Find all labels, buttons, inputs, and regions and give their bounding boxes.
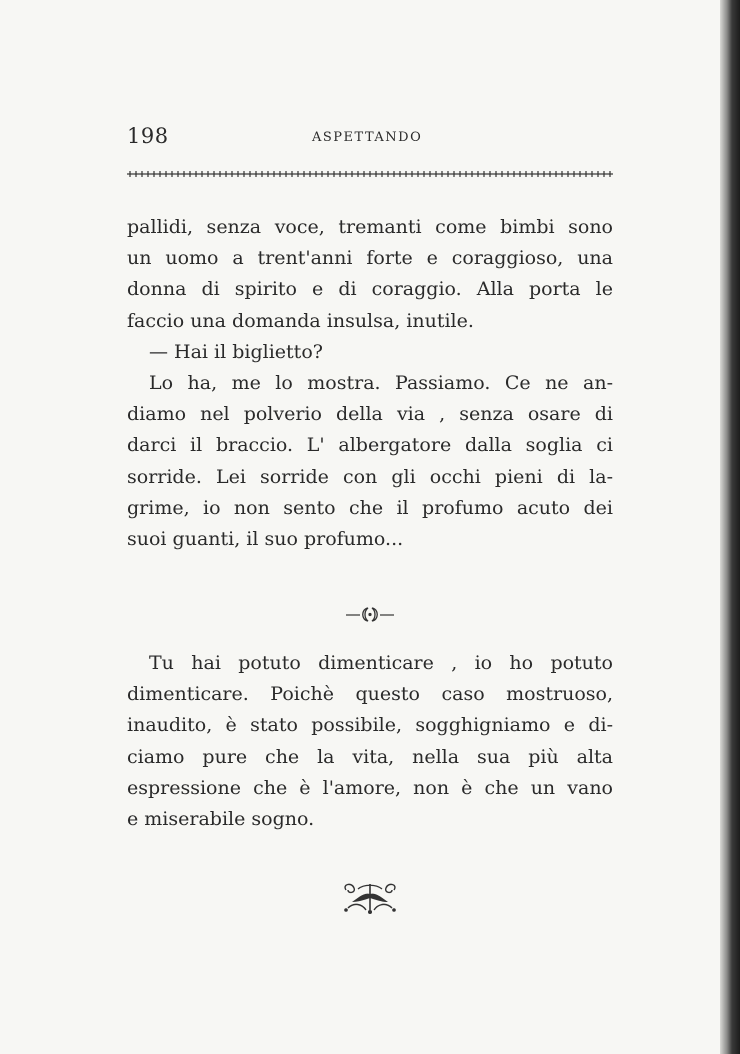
- text-line: donna di spirito e di coraggio. Alla porta le: [127, 278, 613, 301]
- text-line: un uomo a trent'anni forte e coraggioso, una: [127, 247, 613, 270]
- text-line: Tu hai potuto dimenticare , io ho potuto: [149, 652, 613, 674]
- text-line: e miserabile sogno.: [127, 808, 315, 831]
- text-line: faccio una domanda insulsa, inutile.: [127, 309, 474, 332]
- text-line: suoi guanti, il suo profumo...: [127, 528, 404, 551]
- passage-1: [127, 212, 613, 555]
- text-line: ciamo pure che la vita, nella sua più alta: [127, 745, 613, 768]
- dialogue-line: — Hai il biglietto?: [149, 340, 323, 363]
- text-line: inaudito, è stato possibile, sogghigniamo e di-: [127, 714, 613, 737]
- text-line: sorride. Lei sorride con gli occhi pieni di la-: [127, 465, 613, 488]
- text-line: dimenticare. Poichè questo caso mostruoso,: [127, 683, 613, 706]
- text-line: grime, io non sento che il profumo acuto dei: [127, 496, 613, 519]
- text-line: pallidi, senza voce, tremanti come bimbi sono: [127, 216, 613, 238]
- running-title: ASPETTANDO: [312, 130, 423, 145]
- text-line: espressione che è l'amore, non è che un vano: [127, 776, 613, 799]
- page-binding-edge: [720, 0, 740, 1054]
- passage-2: [127, 648, 613, 835]
- ornament-divider-icon: [344, 603, 396, 625]
- decorative-rule-icon: [127, 170, 613, 178]
- running-head: [127, 124, 613, 150]
- text-line: diamo nel polverio della via , senza osare di: [127, 403, 613, 426]
- page-number: 198: [127, 124, 169, 148]
- floral-tailpiece-icon: [338, 880, 402, 916]
- text-line: darci il braccio. L' albergatore dalla soglia ci: [127, 434, 613, 457]
- text-line: Lo ha, me lo mostra. Passiamo. Ce ne an-: [149, 372, 613, 395]
